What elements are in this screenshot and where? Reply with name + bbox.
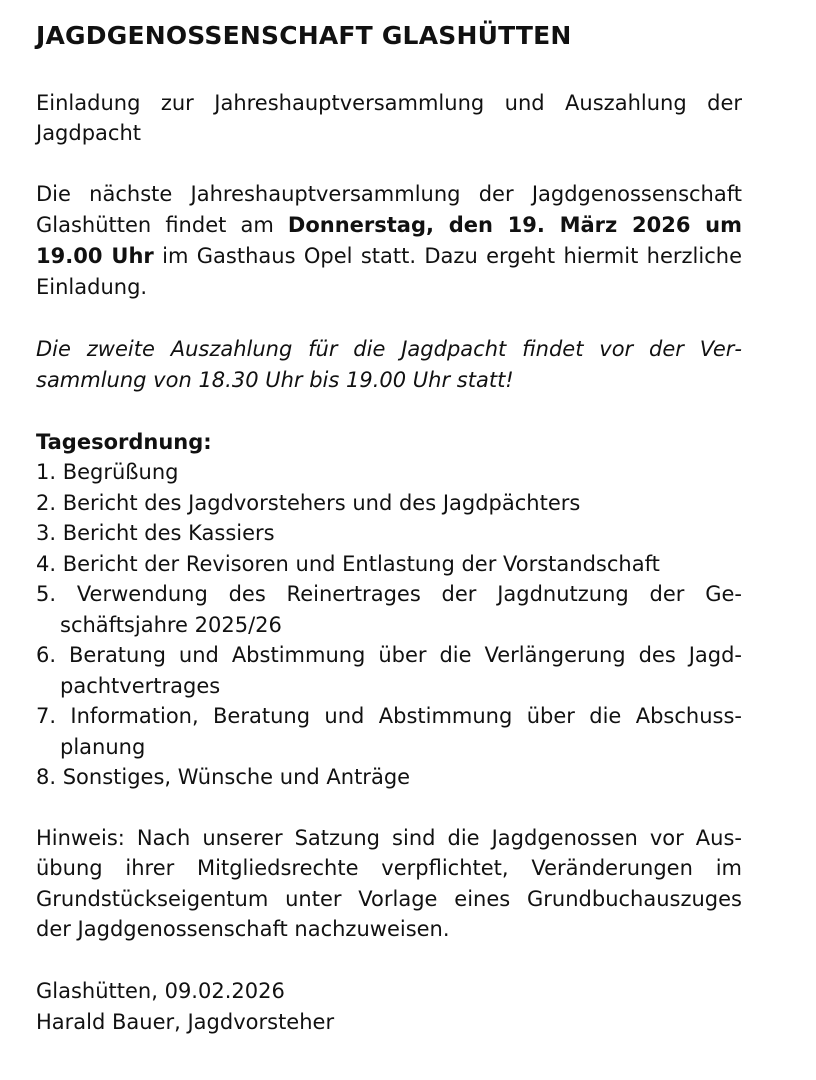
invitation-text-end: im Gasthaus Opel statt. Dazu ergeht hiermit herzliche Einladung. (36, 244, 742, 299)
invitation-subtitle: Einladung zur Jahreshauptversammlung und Auszahlung der Jagdpacht (36, 91, 742, 145)
place-date: Glashütten, 09.02.2026 (36, 978, 285, 1003)
agenda-section (36, 427, 742, 793)
invitation-text-start: Die nächste Jahreshauptversammlung der Jagdgenossenschaft Glashütten findet am (36, 182, 742, 237)
document-page (36, 18, 742, 1038)
agenda-item: 7. Information, Beratung und Abstimmung über die Abschussplanung (36, 704, 742, 759)
agenda-item: 2. Bericht des Jagdvorstehers und des Jagdpächters (36, 490, 581, 515)
agenda-item: 5. Verwendung des Reinertrages der Jagdnutzung der Geschäftsjahre 2025/26 (36, 582, 742, 637)
agenda-item: 4. Bericht der Revisoren und Entlastung der Vorstandschaft (36, 551, 660, 576)
meeting-date-time: Donnerstag, den 19. März 2026 um 19.00 Uhr (36, 213, 742, 268)
membership-hint: Hinweis: Nach unserer Satzung sind die Jagdgenossen vor Ausübung ihrer Mitgliedsrechte verpflichtet, Veränderungen im Grundstückseigentum unter Vorlage eines Grundbuchauszuges der Jagdgenossenschaft nachzuweisen. (36, 825, 742, 941)
agenda-item: 3. Bericht des Kassiers (36, 521, 275, 545)
invitation-paragraph (36, 179, 742, 303)
agenda-heading: Tagesordnung: (36, 430, 212, 454)
agenda-item: 1. Begrüßung (36, 460, 179, 484)
payout-notice: Die zweite Auszahlung für die Jagdpacht findet vor der Versammlung von 18.30 Uhr bis 19.00 Uhr statt! (36, 337, 742, 392)
page-title: JAGDGENOSSENSCHAFT GLASHÜTTEN (36, 21, 572, 50)
agenda-item: 6. Beratung und Abstimmung über die Verlängerung des Jagdpachtvertrages (36, 643, 742, 698)
signature-line: Harald Bauer, Jagdvorsteher (36, 1009, 335, 1034)
agenda-item: 8. Sonstiges, Wünsche und Anträge (36, 765, 411, 789)
agenda-list (36, 457, 742, 793)
